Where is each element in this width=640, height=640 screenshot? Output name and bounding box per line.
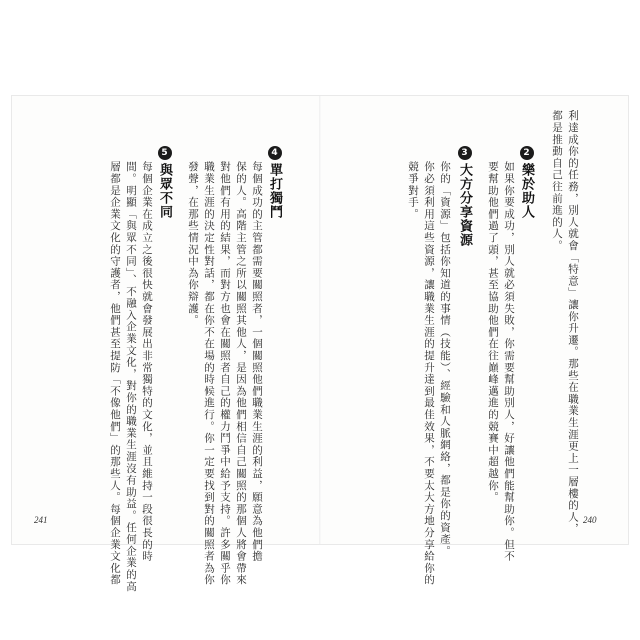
section-title: 大方分享資源	[457, 163, 472, 247]
section-5-line-1: 每個企業在成立之後很快就會發展出非常獨特的文化，並且維持一段很長的時	[141, 161, 153, 563]
section-2-line-2: 要幫助他們過了頭，甚至協助他們在往巔峰邁進的競賽中超越你。	[487, 161, 499, 504]
section-number-badge: 3	[458, 146, 472, 160]
section-4-line-1: 每個成功的主管都需要關照者，一個關照他們職業生涯的利益，願意為他們擔	[251, 161, 263, 563]
section-3-line-1: 你的「資源」包括你知道的事情（技能）、經驗和人脈網絡，都是你的資產。	[439, 161, 451, 557]
section-4-line-5: 發聲，在那些情況中為你辯護。	[187, 161, 199, 327]
section-2-line-1: 如果你要成功，別人就必須失敗，你需要幫助別人，好讓他們能幫助你。但不	[503, 161, 515, 563]
left-page	[86, 110, 300, 593]
section-number-badge: 4	[268, 146, 282, 160]
page-number-right: 240	[583, 515, 597, 525]
section-5-line-2: 間。明顯「與眾不同」、不融入企業文化，對你的職業生涯沒有助益。任何企業的高	[125, 161, 137, 593]
right-intro-line-2: 都是推動自己往前進的人。	[551, 110, 563, 252]
section-number-badge: 5	[158, 146, 172, 160]
section-title: 單打獨鬥	[267, 163, 282, 219]
section-2-heading	[517, 146, 536, 219]
right-page	[366, 110, 580, 586]
section-3-heading	[455, 146, 474, 247]
section-title: 樂於助人	[519, 163, 534, 219]
section-5-line-3: 層都是企業文化的守護者，他們甚至提防「不像他們」的那些人。每個企業文化都	[109, 161, 121, 586]
section-4-line-2: 保的人。高階主管之所以關照其他人，是因為他們相信自己關照的那個人將會帶來	[235, 161, 247, 586]
section-3-line-2: 你必須利用這些資源，讓職業生涯的提升達到最佳效果，不要太大方地分享給你的	[423, 161, 435, 586]
page-number-left: 241	[34, 515, 48, 525]
section-number-badge: 2	[520, 146, 534, 160]
section-3-line-3: 競爭對手。	[407, 161, 419, 220]
section-4-line-4: 職業生涯的決定性對話，都在你不在場的時候進行。你一定要找到對的關照者為你	[203, 161, 215, 586]
right-intro-line-1: 利達成你的任務，別人就會「特意」讓你升遷。那些在職業生涯更上一層樓的人，	[567, 110, 579, 535]
section-4-heading	[265, 146, 284, 219]
book-gutter	[319, 96, 321, 544]
section-4-line-3: 對他們有用的結果，而對方也會在關照者自己的權力鬥爭中給予支持。許多關乎你	[219, 161, 231, 586]
section-5-heading	[155, 146, 174, 219]
section-title: 與眾不同	[157, 163, 172, 219]
